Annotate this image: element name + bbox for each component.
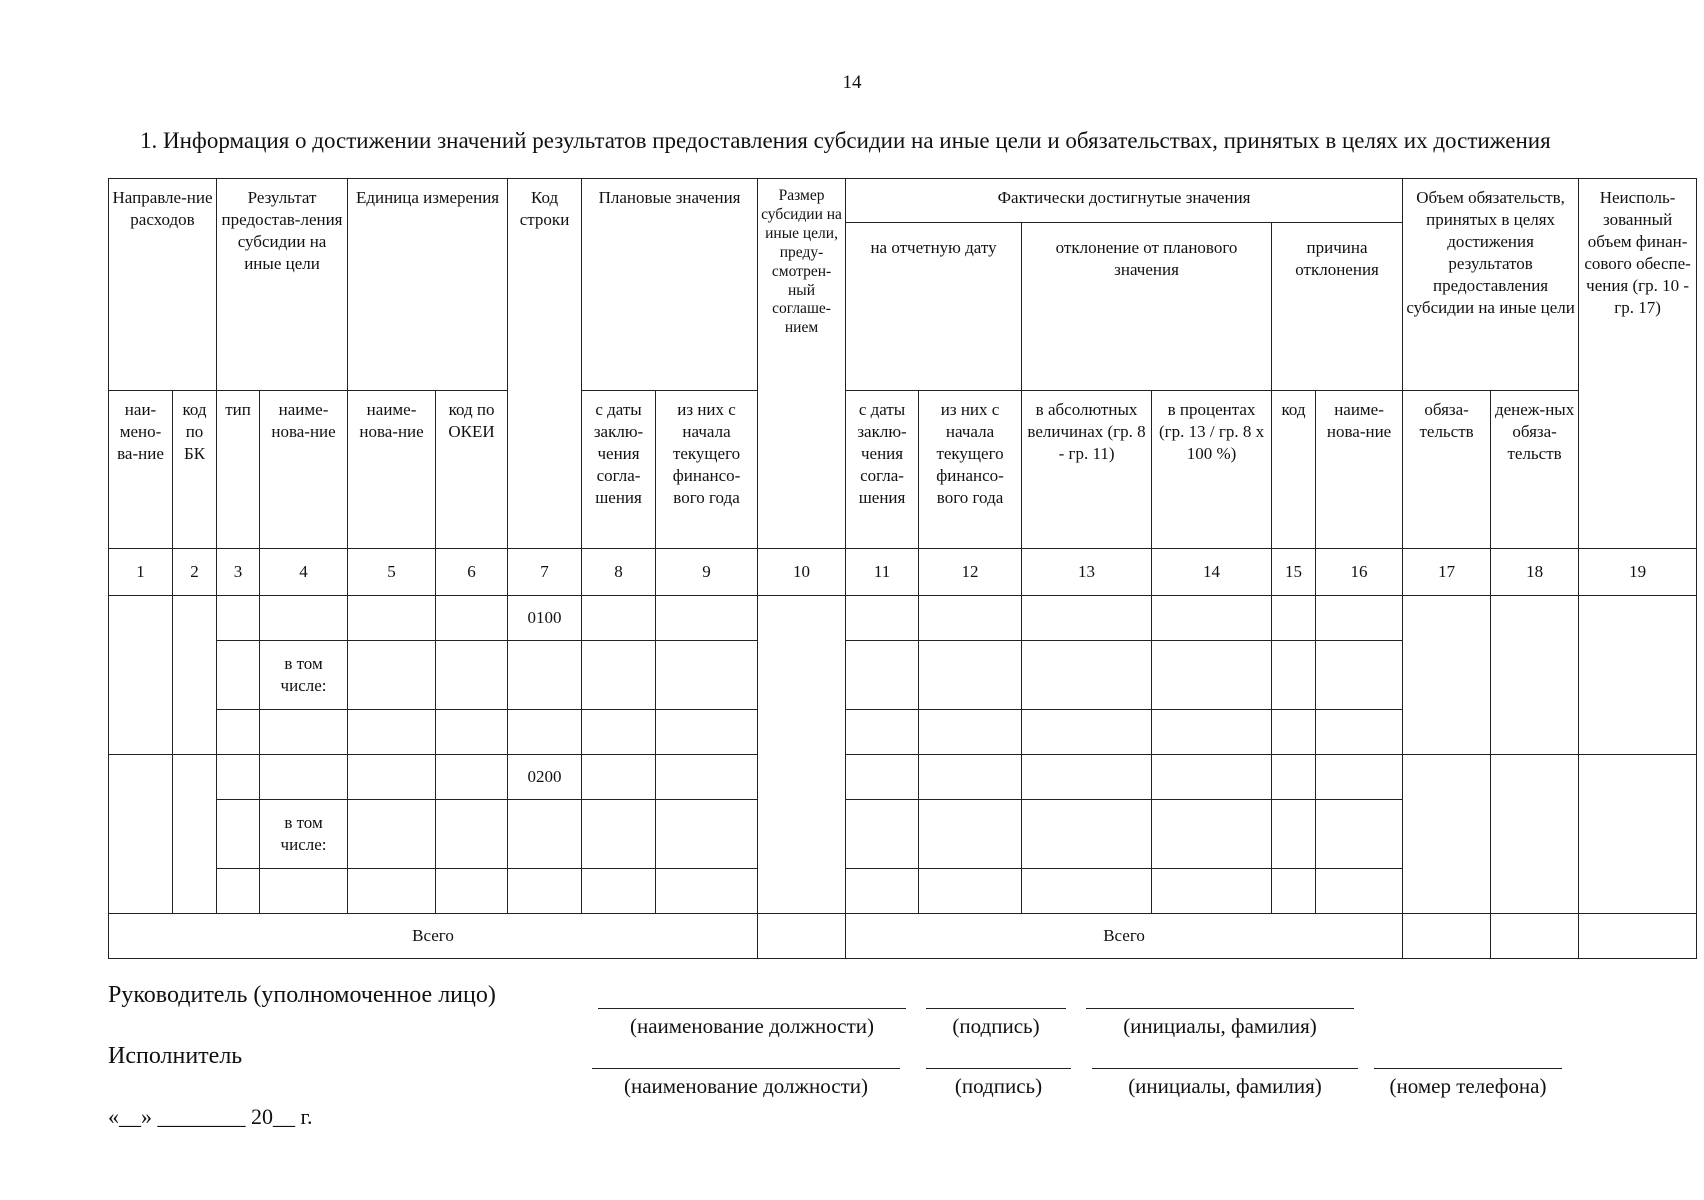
executor-phone-line[interactable] [1374,1068,1562,1069]
table-cell[interactable] [758,596,846,914]
header-planned: Плановые значения [582,179,758,391]
table-cell[interactable] [1316,596,1403,641]
table-cell[interactable] [1491,596,1579,755]
table-cell[interactable] [1022,710,1152,755]
subheader-monetary: денеж-ных обяза-тельств [1491,391,1579,549]
subheader-unit-name: наиме-нова-ние [348,391,436,549]
table-cell[interactable] [1022,596,1152,641]
table-cell[interactable] [919,710,1022,755]
table-cell[interactable] [1152,596,1272,641]
form-title: 1. Информация о достижении значений результатов предоставления субсидии на иные цели и обязательствах, принятых в целях их достижения [140,128,1551,153]
table-cell[interactable] [656,755,758,800]
table-cell[interactable] [1579,755,1697,914]
table-cell[interactable] [217,596,260,641]
column-number: 8 [582,549,656,596]
table-cell[interactable] [217,800,260,869]
table-cell[interactable] [217,641,260,710]
table-cell[interactable] [217,710,260,755]
table-cell[interactable] [1316,710,1403,755]
column-number: 12 [919,549,1022,596]
column-number: 15 [1272,549,1316,596]
column-number: 2 [173,549,217,596]
table-cell[interactable] [1316,869,1403,914]
table-cell[interactable] [846,755,919,800]
executor-initials-line[interactable] [1092,1068,1358,1069]
table-cell[interactable] [260,755,348,800]
table-cell[interactable] [1022,641,1152,710]
table-cell[interactable] [1272,869,1316,914]
table-cell[interactable] [846,869,919,914]
table-cell[interactable] [109,755,173,914]
table-cell[interactable] [1152,869,1272,914]
table-cell[interactable] [173,596,217,755]
table-cell[interactable] [1579,914,1697,959]
subheader-plan-from-year-start: из них с начала текущего финансо-вого года [656,391,758,549]
table-cell[interactable] [217,755,260,800]
table-cell[interactable] [508,869,582,914]
head-signature-line[interactable] [926,1008,1066,1009]
table-cell[interactable] [1316,800,1403,869]
executor-signature-caption: (подпись) [954,1074,1043,1098]
table-cell[interactable] [348,869,436,914]
table-cell[interactable] [1316,641,1403,710]
table-cell[interactable] [846,641,919,710]
table-cell[interactable] [1491,914,1579,959]
page-number: 14 [842,72,862,93]
table-cell[interactable] [919,800,1022,869]
date-line[interactable]: «__» ________ 20__ г. [108,1104,313,1129]
table-cell[interactable] [260,596,348,641]
row-code-0200: 0200 [508,755,582,800]
table-cell[interactable] [260,869,348,914]
column-number: 10 [758,549,846,596]
column-number: 9 [656,549,758,596]
head-initials-line[interactable] [1086,1008,1354,1009]
table-cell[interactable] [173,755,217,914]
executor-initials-caption: (инициалы, фамилия) [1128,1074,1322,1098]
table-cell[interactable] [919,596,1022,641]
table-cell[interactable] [1272,755,1316,800]
table-cell[interactable] [1403,755,1491,914]
table-cell[interactable] [436,755,508,800]
subheader-code-bk: код по БК [173,391,217,549]
table-cell[interactable] [348,596,436,641]
table-cell[interactable] [1403,596,1491,755]
table-cell[interactable] [1022,800,1152,869]
column-number: 6 [436,549,508,596]
table-cell[interactable] [436,710,508,755]
table-cell[interactable] [1152,800,1272,869]
table-cell[interactable] [758,914,846,959]
subheader-fact-from-year-start: из них с начала текущего финансо-вого года [919,391,1022,549]
table-cell[interactable] [109,596,173,755]
header-subsidy-size: Размер субсидии на иные цели, преду-смотрен-ный соглаше-нием [758,179,846,549]
table-cell[interactable] [1272,710,1316,755]
subheader-obligations: обяза-тельств [1403,391,1491,549]
head-position-line[interactable] [598,1008,906,1009]
table-cell[interactable] [1022,755,1152,800]
executor-phone-caption: (номер телефона) [1389,1074,1547,1098]
subheader-percent: в процентах (гр. 13 / гр. 8 x 100 %) [1152,391,1272,549]
table-cell[interactable] [1272,596,1316,641]
column-number: 3 [217,549,260,596]
including-label: в том числе: [260,800,348,869]
row-code-0100: 0100 [508,596,582,641]
table-cell[interactable] [508,710,582,755]
table-cell[interactable] [656,800,758,869]
header-on-date: на отчетную дату [846,223,1022,391]
table-cell[interactable] [436,800,508,869]
subheader-reason-name: наиме-нова-ние [1316,391,1403,549]
total-label-right: Всего [846,914,1403,959]
table-cell[interactable] [582,869,656,914]
head-signature-caption: (подпись) [952,1014,1040,1038]
table-cell[interactable] [217,869,260,914]
table-cell[interactable] [436,641,508,710]
table-cell[interactable] [1579,596,1697,755]
header-actual: Фактически достигнутые значения [846,179,1403,223]
table-cell[interactable] [846,710,919,755]
header-deviation-reason: причина отклонения [1272,223,1403,391]
executor-position-caption: (наименование должности) [623,1074,869,1098]
table-cell[interactable] [436,869,508,914]
table-cell[interactable] [1152,641,1272,710]
column-number: 11 [846,549,919,596]
table-cell[interactable] [582,800,656,869]
table-cell[interactable] [656,641,758,710]
table-cell[interactable] [1152,710,1272,755]
subheader-type: тип [217,391,260,549]
executor-signature-line[interactable] [926,1068,1071,1069]
column-number: 13 [1022,549,1152,596]
table-cell[interactable] [508,800,582,869]
subheader-result-name: наиме-нова-ние [260,391,348,549]
subheader-okei: код по ОКЕИ [436,391,508,549]
column-number: 18 [1491,549,1579,596]
table-cell[interactable] [1272,641,1316,710]
table-cell[interactable] [582,710,656,755]
head-initials-caption: (инициалы, фамилия) [1123,1014,1317,1038]
table-cell[interactable] [1022,869,1152,914]
column-number: 1 [109,549,173,596]
table-cell[interactable] [656,869,758,914]
table-cell[interactable] [656,596,758,641]
table-cell[interactable] [348,641,436,710]
header-unused: Неисполь-зованный объем финан-сового обеспе-чения (гр. 10 - гр. 17) [1579,179,1697,549]
column-number: 14 [1152,549,1272,596]
column-number: 19 [1579,549,1697,596]
report-table [108,178,1697,959]
subheader-reason-code: код [1272,391,1316,549]
table-cell[interactable] [348,755,436,800]
subheader-absolute: в абсолютных величинах (гр. 8 - гр. 11) [1022,391,1152,549]
head-label: Руководитель (уполномоченное лицо) [108,982,496,1008]
header-row-code: Код строки [508,179,582,549]
subheader-plan-from-conclusion: с даты заклю-чения согла-шения [582,391,656,549]
table-cell[interactable] [348,800,436,869]
total-label-left: Всего [109,914,758,959]
table-cell[interactable] [656,710,758,755]
executor-label: Исполнитель [108,1043,243,1069]
table-cell[interactable] [582,641,656,710]
executor-position-line[interactable] [592,1068,900,1069]
subheader-fact-from-conclusion: с даты заклю-чения согла-шения [846,391,919,549]
header-result: Результат предостав-ления субсидии на иные цели [217,179,348,391]
table-cell[interactable] [919,641,1022,710]
table-cell[interactable] [1152,755,1272,800]
including-label: в том числе: [260,641,348,710]
header-obligations: Объем обязательств, принятых в целях достижения результатов предоставления субсидии на иные цели [1403,179,1579,391]
table-cell[interactable] [1316,755,1403,800]
head-position-caption: (наименование должности) [629,1014,875,1038]
column-number: 5 [348,549,436,596]
column-number: 7 [508,549,582,596]
table-cell[interactable] [508,641,582,710]
table-cell[interactable] [846,800,919,869]
column-number: 16 [1316,549,1403,596]
table-cell[interactable] [1403,914,1491,959]
header-unit: Единица измерения [348,179,508,391]
subheader-name: наи-мено-ва-ние [109,391,173,549]
table-cell[interactable] [348,710,436,755]
header-directions: Направле-ние расходов [109,179,217,391]
table-cell[interactable] [919,869,1022,914]
table-cell[interactable] [1272,800,1316,869]
table-cell[interactable] [436,596,508,641]
table-cell[interactable] [1491,755,1579,914]
column-number: 4 [260,549,348,596]
column-number: 17 [1403,549,1491,596]
table-cell[interactable] [919,755,1022,800]
table-cell[interactable] [582,755,656,800]
header-deviation: отклонение от планового значения [1022,223,1272,391]
table-cell[interactable] [260,710,348,755]
table-cell[interactable] [846,596,919,641]
table-cell[interactable] [582,596,656,641]
